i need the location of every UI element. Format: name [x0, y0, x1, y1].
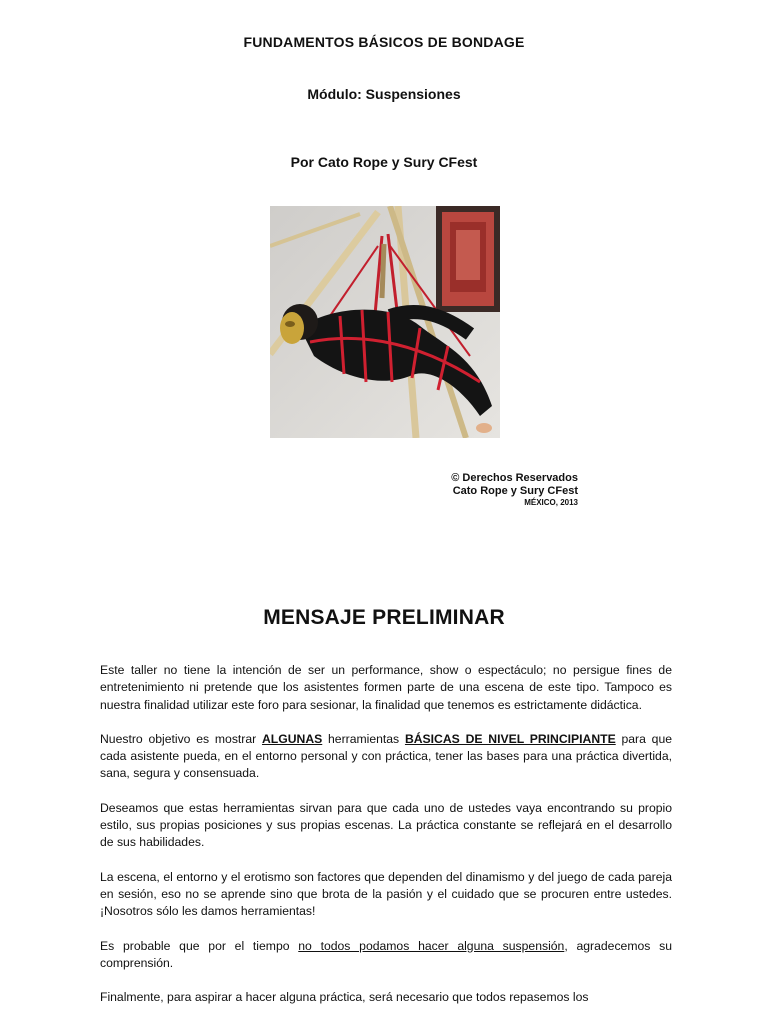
- document-title: FUNDAMENTOS BÁSICOS DE BONDAGE: [243, 34, 525, 50]
- paragraph-4: La escena, el entorno y el erotismo son factores que dependen del dinamismo y del juego de cada pareja en sesión, eso no se aprende sino que brota de la pasión y el cuidado que se procuren entre ustedes. ¡Nosotros sólo les damos herramientas!: [100, 869, 672, 919]
- paragraph-3: Deseamos que estas herramientas sirvan para que cada uno de ustedes vaya encontrando su propio estilo, sus propias posiciones y sus propias escenas. La práctica constante se reflejará en el desarrollo de sus habilidades.: [100, 800, 672, 850]
- module-subtitle: Módulo: Suspensiones: [307, 86, 461, 102]
- paragraph-5: [100, 938, 672, 973]
- copyright-block: [420, 472, 578, 508]
- text-span: , agradecemos su comprensión.: [100, 938, 672, 970]
- section-heading: MENSAJE PRELIMINAR: [263, 606, 505, 629]
- authors-line: Por Cato Rope y Sury CFest: [290, 154, 478, 170]
- text-span: herramientas: [322, 731, 405, 746]
- text-span: Nuestro objetivo es mostrar: [100, 731, 262, 746]
- emphasis-algunas: ALGUNAS: [261, 731, 323, 746]
- paragraph-6: Finalmente, para aspirar a hacer alguna práctica, será necesario que todos repasemos los: [100, 990, 589, 1005]
- suspension-photo-illustration: [270, 206, 500, 438]
- text-span: Es probable que por el tiempo: [100, 938, 299, 953]
- body-text: [100, 662, 672, 1023]
- copyright-line: © Derechos Reservados: [451, 472, 578, 484]
- emphasis-basicas: BÁSICAS DE NIVEL PRINCIPIANTE: [404, 731, 616, 746]
- cover-photo: [270, 206, 500, 438]
- paragraph-2: [100, 731, 672, 783]
- text-span: para que cada asistente pueda, en el entorno personal y con práctica, tener las bases para una práctica divertida, sana, segura y consensuada.: [100, 731, 673, 781]
- emphasis-suspension: no todos podamos hacer alguna suspensión: [298, 938, 565, 953]
- copyright-owners: Cato Rope y Sury CFest: [452, 485, 578, 497]
- copyright-place-year: MÉXICO, 2013: [524, 498, 578, 507]
- paragraph-1: Este taller no tiene la intención de ser un performance, show o espectáculo; no persigue fines de entretenimiento ni pretende que los asistentes formen parte de una escena de este tipo. Tampoco es nuestra finalidad utilizar este foro para sesionar, la finalidad que tenemos es estrictamente didáctica.: [100, 663, 672, 712]
